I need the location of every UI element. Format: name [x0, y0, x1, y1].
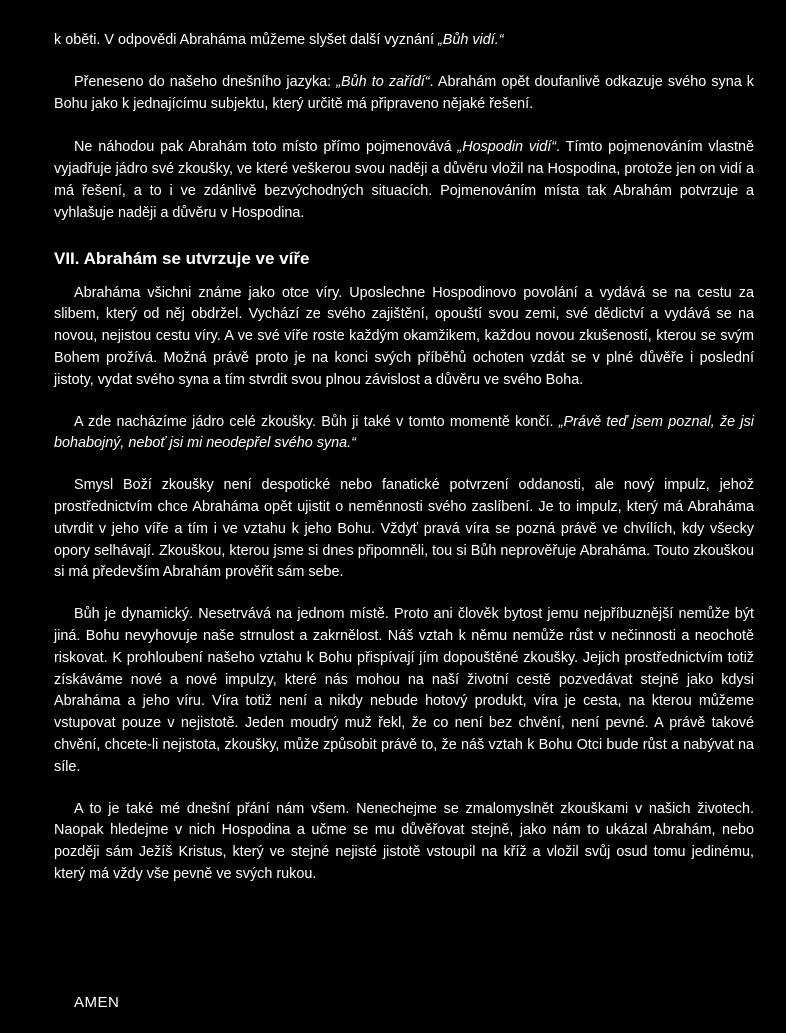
paragraph-4-text: A zde nacházíme jádro celé zkoušky. Bůh ji také v tomto momentě končí. — [74, 413, 559, 430]
paragraph-6: Bůh je dynamický. Nesetrvává na jednom místě. Proto ani člověk bytost jemu nejpříbuznější nemůže být jiná. Bohu nevyhovuje naše strnulost a zakrnělost. Náš vztah k němu nemůže růst v nečinnosti a neochotě riskovat. K prohloubení našeho vztahu k Bohu přispívají jím dopouštěné zkoušky. Jejich prostřednictvím totiž získáváme nové a nové impulzy, které nás mohou na naší životní cestě pozvedávat stejně jako kdysi Abraháma a jeho víru. Víra totiž není a nikdy nebude hotový produkt, víra je cesta, na kterou můžeme vstupovat pouze v nejistotě. Jeden moudrý muž řekl, že co není bez chvění, není pevné. A právě takové chvění, chcete-li nejistota, zkoušky, může způsobit právě to, že náš vztah k Bohu Otci bude růst a nabývat na síle. — [54, 606, 754, 775]
paragraph-4-quote: „Právě teď jsem poznal, že jsi bohabojný, neboť jsi mi neodepřel svého syna.“ — [54, 413, 754, 452]
paragraph-5: Smysl Boží zkoušky není despotické nebo fanatické potvrzení oddanosti, ale nový impulz, jehož prostřednictvím chce Abraháma opět ujistit o neměnnosti svého zaslíbení. Je to impulz, který má Abraháma utvrdit v jeho víře a tím i ve vztahu k jeho Bohu. Vždyť pravá víra se pozná právě ve chvílích, kdy všecky opory selhávají. Zkouškou, kterou jsme si dnes připomněli, tou si Bůh neprověřuje Abraháma. Touto zkouškou si má především Abrahám prověřit sám sebe. — [54, 477, 754, 581]
paragraph-2-text-b: . Tímto pojmenováním vlastně vyjadřuje jádro své zkoušky, ve které veškerou svou naději a důvěru vložil na Hospodina, protože jen on vidí a má řešení, a to i ve zdánlivě bezvýchodných situacích. Pojmenováním místa tak Abrahám potvrzuje a vyhlašuje naději a důvěru v Hospodina. — [54, 139, 754, 221]
paragraph-2-text-a: Ne náhodou pak Abrahám toto místo přímo pojmenovává — [74, 139, 458, 156]
paragraph-1-text-a: Přeneseno do našeho dnešního jazyka: — [74, 73, 337, 90]
intro-text: k oběti. V odpovědi Abraháma můžeme slyšet další vyznání — [54, 32, 438, 48]
closing-amen: AMEN — [74, 994, 120, 1011]
paragraph-2 — [54, 137, 754, 224]
paragraph-1 — [54, 72, 754, 116]
paragraph-3: Abraháma všichni známe jako otce víry. Uposlechne Hospodinovo povolání a vydává se na cestu za slibem, který od něj obdržel. Vychází ze svého zajištění, opouští svou zemi, své dědictví a vydává se na novou, nejistou cestu víry. A ve své víře roste každým okamžikem, každou novou zkušeností, kterou se svým Bohem prožívá. Možná právě proto je na konci svých příběhů ochoten vzdát se v plné důvěře i poslední jistoty, vydat svého syna a tím stvrdit svou plnou závislost a důvěru ve svého Boha. — [54, 284, 754, 388]
paragraph-2-quote: „Hospodin vidí“ — [457, 139, 557, 156]
section-heading: VII. Abrahám se utvrzuje ve víře — [54, 248, 310, 268]
document-page — [54, 30, 754, 886]
intro-paragraph — [54, 30, 754, 52]
intro-quote: „Bůh vidí.“ — [437, 32, 504, 48]
paragraph-4 — [54, 412, 754, 456]
paragraph-7: A to je také mé dnešní přání nám všem. Nenechejme se zmalomyslnět zkouškami v našich životech. Naopak hledejme v nich Hospodina a učme se mu důvěřovat stejně, jako nám to ukázal Abrahám, nebo později sám Ježíš Kristus, který ve stejné nejisté jistotě vstoupil na kříž a vložil svůj osud tomu jedinému, který má vždy vše pevně ve svých rukou. — [54, 800, 754, 882]
paragraph-1-quote: „Bůh to zařídí“ — [336, 73, 430, 90]
paragraph-1-text-b: . Abrahám opět doufanlivě odkazuje svého syna k Bohu jako k jednajícímu subjektu, který určitě má připraveno nějaké řešení. — [54, 73, 754, 112]
